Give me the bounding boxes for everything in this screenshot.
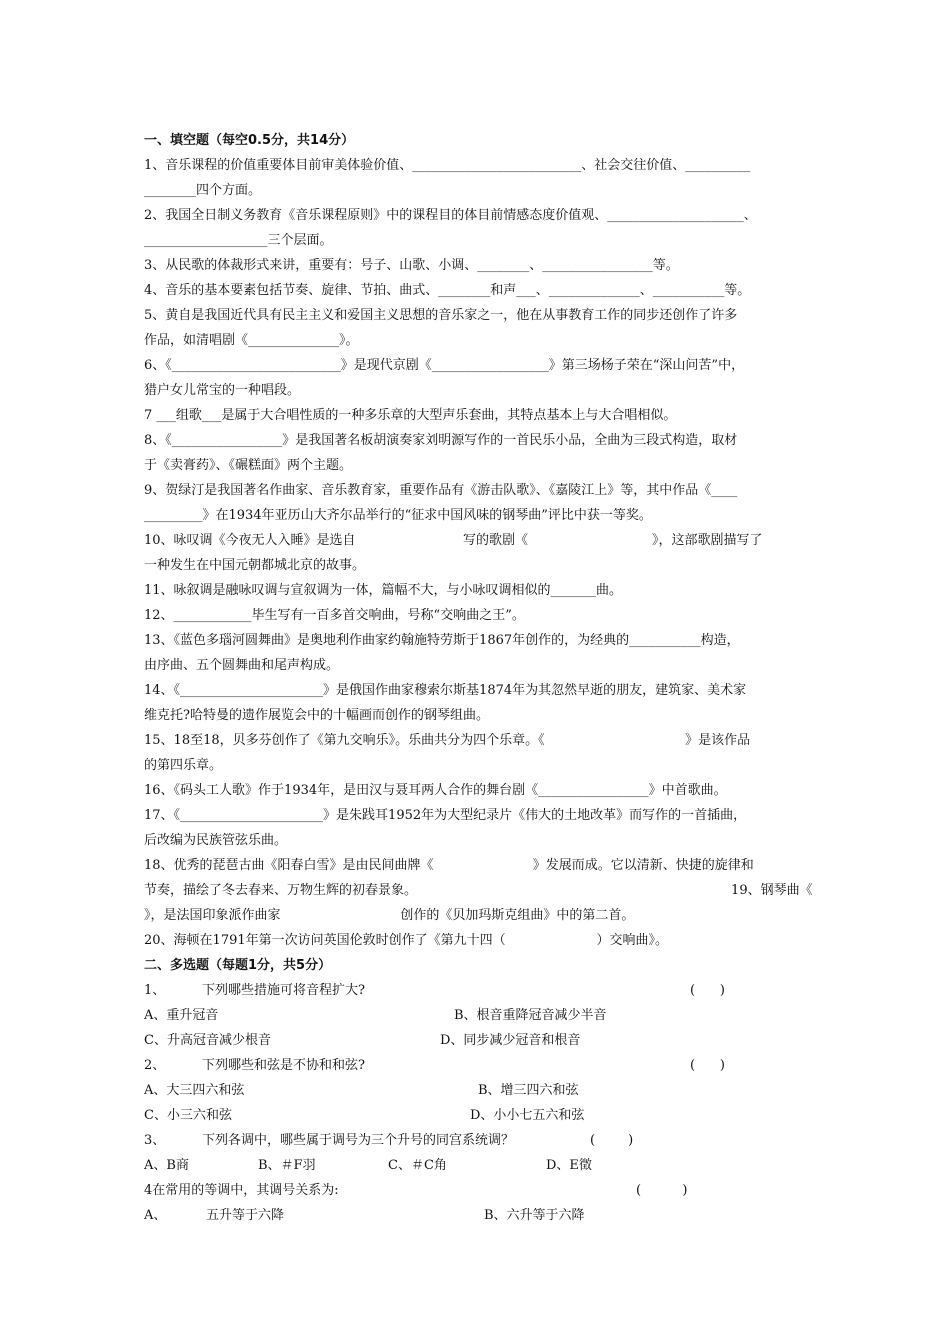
question-line: 17、《______________________》是朱践耳1952年为大型纪录片《伟大的土地改革》而写作的一首插曲，: [144, 808, 747, 823]
question-line: 13、《蓝色多瑙河圆舞曲》是奥地利作曲家约翰施特劳斯于1867年创作的，为经典的___________构造，: [144, 633, 740, 648]
question-line: 14、《______________________》是俄国作曲家穆索尔斯基1874年为其忽然早逝的朋友，建筑家、美术家: [144, 683, 747, 698]
question-line: 9、贺绿汀是我国著名作曲家、音乐教育家，重要作品有《游击队歌》、《嘉陵江上》等，其中作品《____: [144, 483, 738, 498]
option-c: C、＃C角: [388, 1158, 447, 1173]
answer-parentheses: ( ): [690, 983, 725, 998]
question-line: 8、《_________________》是我国著名板胡演奏家刘明源写作的一首民乐小品，全曲为三段式构造，取材: [144, 433, 738, 448]
mc-options-row: [144, 1153, 816, 1178]
question-number: 3、: [144, 1133, 166, 1148]
mc-question-4: [144, 1178, 816, 1203]
question-line: 猎户女儿常宝的一种唱段。: [144, 383, 301, 398]
answer-parentheses: ( ): [690, 1058, 725, 1073]
question-line: 一种发生在中国元朝都城北京的故事。: [144, 558, 366, 573]
mc-question-2: [144, 1053, 816, 1078]
question-line: 》，是法国印象派作曲家 创作的《贝加玛斯克组曲》中的第二首。: [144, 908, 635, 923]
question-line: 3、从民歌的体裁形式来讲，重要有：号子、山歌、小调、________、_________________等。: [144, 258, 679, 273]
mc-options-row: [144, 1078, 816, 1103]
answer-parentheses: ( ): [590, 1133, 634, 1148]
question-line: 4、音乐的基本要素包括节奏、旋律、节拍、曲式、________和声___、______________、___________等。: [144, 283, 751, 298]
section-heading-fill-in: 一、填空题（每空0.5分，共14分）: [144, 133, 355, 148]
section-heading-multiple-choice: 二、多选题（每题1分，共5分）: [144, 958, 332, 973]
question-line: 7 ___组歌___是属于大合唱性质的一种多乐章的大型声乐套曲，其特点基本上与大合唱相似。: [144, 408, 677, 423]
question-line: 后改编为民族管弦乐曲。: [144, 833, 288, 848]
option-c: C、小三六和弦: [144, 1108, 232, 1123]
question-text: 下列哪些措施可将音程扩大?: [202, 983, 365, 998]
mc-options-row: [144, 1028, 816, 1053]
question-number: 2、: [144, 1058, 166, 1073]
question-text: 4在常用的等调中，其调号关系为:: [144, 1183, 339, 1198]
question-line: 16、《码头工人歌》作于1934年，是田汉与聂耳两人合作的舞台剧《_________________》中首歌曲。: [144, 783, 727, 798]
question-line: 6、《__________________________》是现代京剧《__________________》第三场杨子荣在“深山问苦”中，: [144, 358, 745, 373]
option-b: B、＃F羽: [258, 1158, 316, 1173]
question-text: 下列各调中，哪些属于调号为三个升号的同宫系统调？: [202, 1133, 515, 1148]
mc-options-row: [144, 1103, 816, 1128]
question-line: 20、海顿在1791年第一次访问英国伦敦时创作了《第九十四（ ）交响曲》。: [144, 933, 669, 948]
question-line: ___________________三个层面。: [144, 233, 333, 248]
question-line: 作品，如清唱剧《______________》。: [144, 333, 359, 348]
exam-page: [144, 128, 816, 1228]
option-d: D、同步减少冠音和根音: [440, 1033, 581, 1048]
question-line: 5、黄自是我国近代具有民主主义和爱国主义思想的音乐家之一，他在从事教育工作的同步还创作了许多: [144, 308, 738, 323]
option-a: A、B商: [144, 1158, 189, 1173]
option-b: B、根音重降冠音减少半音: [454, 1008, 607, 1023]
option-b: B、六升等于六降: [484, 1208, 585, 1223]
question-line: 2、我国全日制义务教育《音乐课程原则》中的课程目的体目前情感态度价值观、_____________________、: [144, 208, 757, 223]
mc-options-row: [144, 1003, 816, 1028]
question-line: 1、音乐课程的价值重要体目前审美体验价值、__________________________、社会交往价值、__________: [144, 158, 751, 173]
option-d: D、小小七五六和弦: [470, 1108, 585, 1123]
question-line: 的第四乐章。: [144, 758, 223, 773]
question-number: 1、: [144, 983, 166, 998]
option-c: C、升高冠音减少根音: [144, 1033, 271, 1048]
question-line: 维克托?哈特曼的遗作展览会中的十幅画而创作的钢琴组曲。: [144, 708, 489, 723]
question-line: 15、18至18，贝多芬创作了《第九交响乐》。乐曲共分为四个乐章。《 》是该作品: [144, 733, 751, 748]
question-line: 11、咏叙调是融咏叹调与宣叙调为一体，篇幅不大，与小咏叹调相似的_______曲。: [144, 583, 623, 598]
option-a-text: 五升等于六降: [206, 1208, 285, 1223]
option-a: A、: [144, 1208, 167, 1223]
option-a: A、重升冠音: [144, 1008, 219, 1023]
question-line: _________》在1934年亚历山大齐尔品举行的“征求中国风味的钢琴曲”评比中获一等奖。: [144, 508, 652, 523]
question-text: 下列哪些和弦是不协和和弦?: [202, 1058, 365, 1073]
question-line: 节奏，描绘了冬去春来、万物生辉的初春景象。 19、钢琴曲《: [144, 883, 813, 898]
mc-options-row: [144, 1203, 816, 1228]
question-line: 12、____________毕生写有一百多首交响曲，号称“交响曲之王”。: [144, 608, 525, 623]
question-line: 由序曲、五个圆舞曲和尾声构成。: [144, 658, 340, 673]
question-line: 10、咏叹调《今夜无人入睡》是选自 写的歌剧《 》，这部歌剧描写了: [144, 533, 763, 548]
question-line: ________四个方面。: [144, 183, 262, 198]
question-line: 18、优秀的琵琶古曲《阳春白雪》是由民间曲牌《 》发展而成。它以清新、快捷的旋律和: [144, 858, 754, 873]
mc-question-1: [144, 978, 816, 1003]
question-line: 于《卖膏药》、《碾糕面》两个主题。: [144, 458, 353, 473]
mc-question-3: [144, 1128, 816, 1153]
option-d: D、E徵: [546, 1158, 592, 1173]
option-b: B、增三四六和弦: [478, 1083, 579, 1098]
answer-parentheses: ( ): [636, 1183, 688, 1198]
option-a: A、大三四六和弦: [144, 1083, 245, 1098]
